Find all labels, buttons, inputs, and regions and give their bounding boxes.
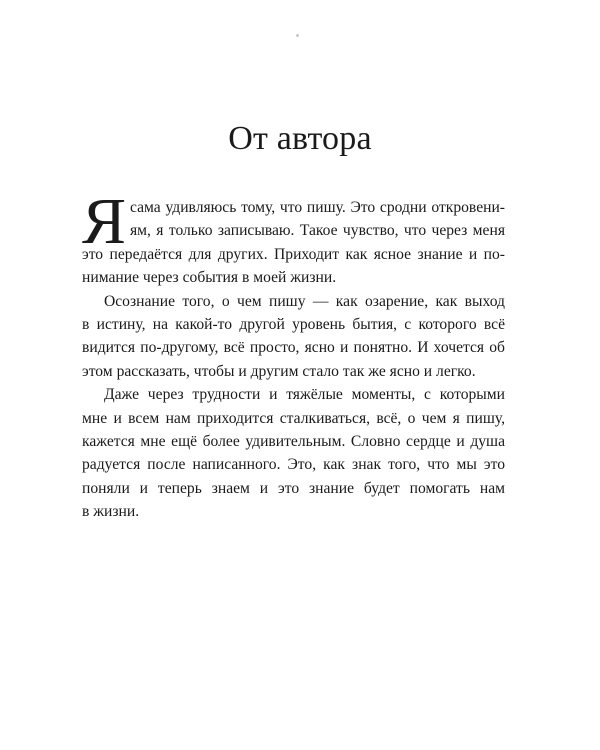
paragraph-line: поняли и теперь знаем и это знание будет помогать нам	[82, 479, 505, 497]
paragraph-line: нимание через события в моей жизни.	[82, 269, 337, 287]
paragraph-line: этом рассказать, чтобы и другим стало так же ясно и легко.	[82, 362, 476, 380]
paragraph-2	[82, 290, 505, 384]
paragraph-line: в жизни.	[82, 503, 140, 521]
page-title: От автора	[228, 120, 372, 157]
paragraph-line: Осознание того, о чем пишу — как озарение, как выход	[104, 292, 505, 310]
paragraph-line: ям, я только записываю. Такое чувство, что через меня	[130, 222, 505, 240]
paragraph-line: мне и всем нам приходится сталкиваться, всё, о чем я пишу,	[82, 409, 505, 427]
page-mark	[296, 34, 299, 37]
paragraph-line: радуется после написанного. Это, как знак того, что мы это	[82, 456, 505, 474]
paragraph-line: сама удивляюсь тому, что пишу. Это сродни откровени-	[130, 199, 505, 216]
paragraph-3	[82, 383, 505, 523]
paragraph-line: видится по-другому, всё просто, ясно и понятно. И хочется об	[82, 339, 505, 357]
paragraph-line: Даже через трудности и тяжёлые моменты, с которыми	[104, 386, 505, 404]
paragraph-line: кажется мне ещё более удивительным. Словно сердце и душа	[82, 432, 505, 450]
drop-cap: Я	[82, 185, 127, 258]
paragraph-line: это передаётся для других. Приходит как ясное знание и по-	[82, 245, 505, 263]
paragraph-line: в истину, на какой-то другой уровень бытия, с которого всё	[82, 315, 505, 333]
body-text	[82, 185, 505, 523]
paragraph-1	[82, 185, 505, 290]
